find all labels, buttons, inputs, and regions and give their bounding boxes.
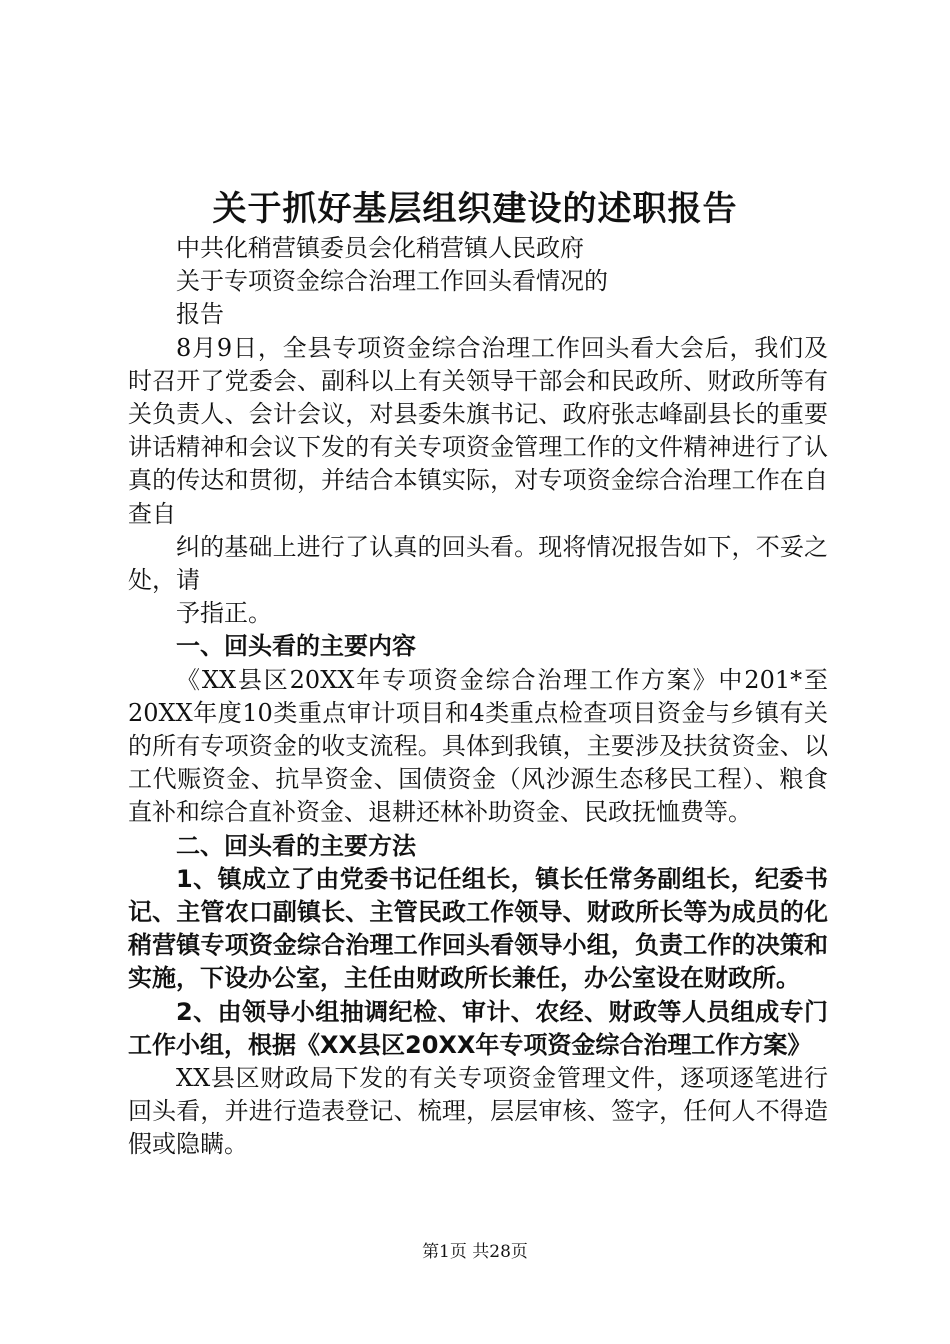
paragraph: 《XX县区20XX年专项资金综合治理工作方案》中201*至20XX年度10类重点审计项目和4类重点检查项目资金与乡镇有关的所有专项资金的收支流程。具体到我镇，主要涉及扶贫资金、以工代赈资金、抗旱资金、国债资金（风沙源生态移民工程）、粮食直补和综合直补资金、退耕还林补助资金、民政抚恤费等。 [128,665,828,827]
page-footer: 第1页 共28页 [422,1242,528,1262]
paragraph: 予指正。 [176,599,272,628]
paragraph: XX县区财政局下发的有关专项资金管理文件，逐项逐笔进行回头看，并进行造表登记、梳理，层层审核、签字，任何人不得造假或隐瞒。 [128,1064,828,1159]
section-heading: 二、回头看的主要方法 [176,831,416,860]
paragraph: 报告 [176,300,224,329]
document-body [128,232,828,1162]
paragraph: 8月9日，全县专项资金综合治理工作回头看大会后，我们及时召开了党委会、副科以上有关领导干部会和民政所、财政所等有关负责人、会计会议，对县委朱旗书记、政府张志峰副县长的重要讲话精神和会议下发的有关专项资金管理工作的文件精神进行了认真的传达和贯彻，并结合本镇实际，对专项资金综合治理工作在自查自 [128,333,828,528]
paragraph: 中共化稍营镇委员会化稍营镇人民政府 [176,234,584,262]
paragraph-bold: 2、由领导小组抽调纪检、审计、农经、财政等人员组成专门工作小组，根据《XX县区20XX年专项资金综合治理工作方案》 [128,997,828,1059]
paragraph: 关于专项资金综合治理工作回头看情况的 [176,267,608,296]
document-title: 关于抓好基层组织建设的述职报告 [212,189,738,229]
paragraph: 纠的基础上进行了认真的回头看。现将情况报告如下，不妥之处，请 [128,532,828,595]
paragraph-bold: 1、镇成立了由党委书记任组长，镇长任常务副组长，纪委书记、主管农口副镇长、主管民政工作领导、财政所长等为成员的化稍营镇专项资金综合治理工作回头看领导小组，负责工作的决策和实施，下设办公室，主任由财政所长兼任，办公室设在财政所。 [128,864,828,993]
section-heading: 一、回头看的主要内容 [176,632,416,661]
